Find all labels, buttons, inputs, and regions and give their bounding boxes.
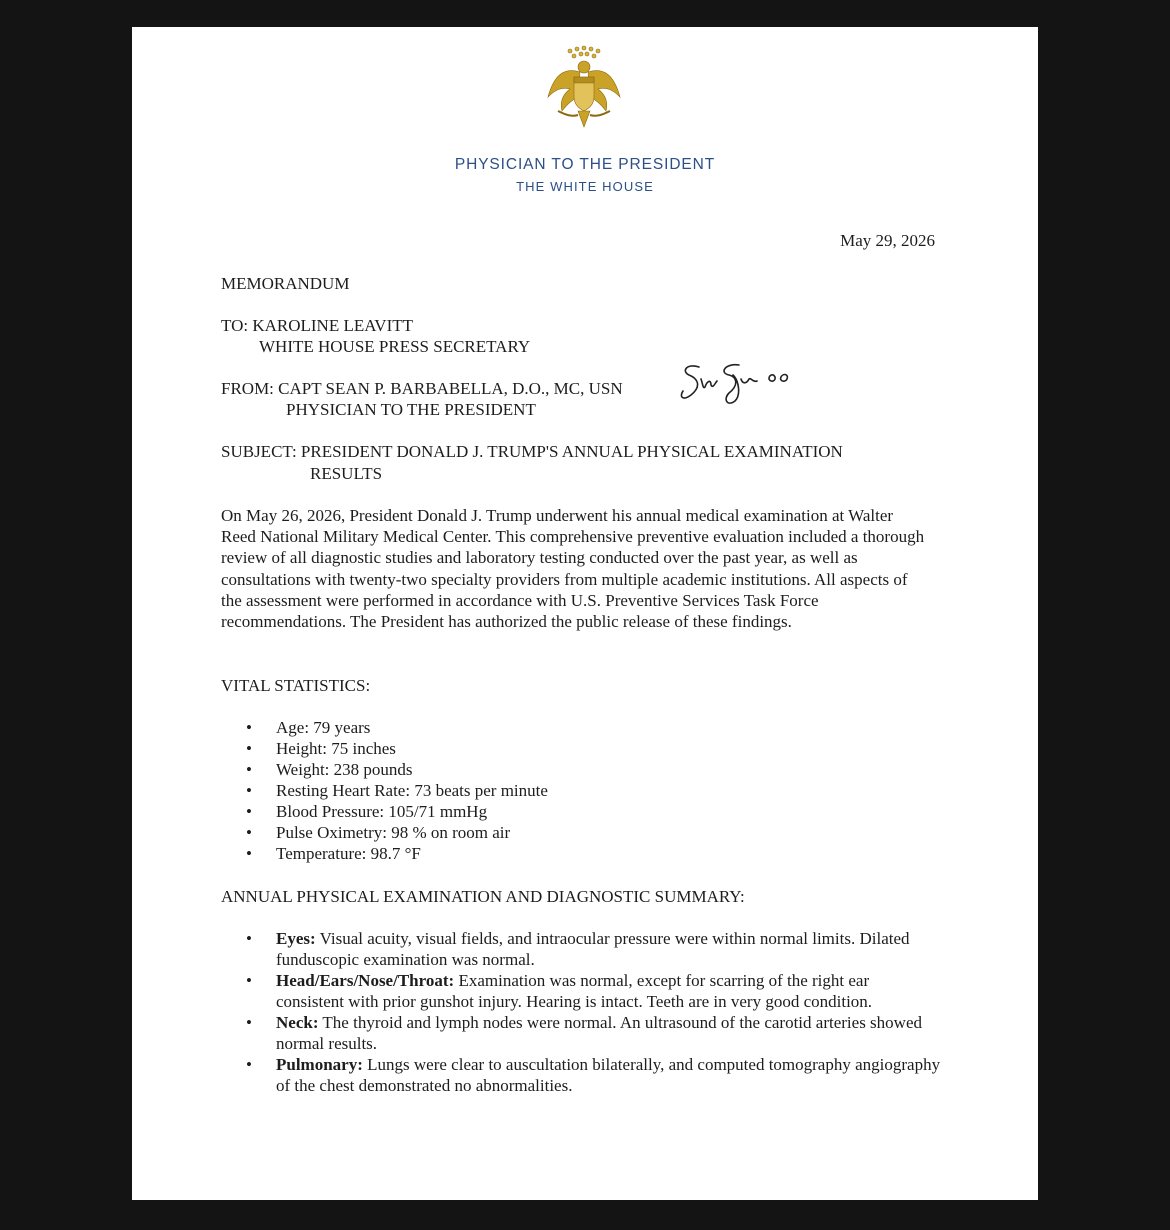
list-item — [221, 801, 548, 822]
vital-blood-pressure: Blood Pressure: 105/71 mmHg — [276, 802, 488, 821]
list-item — [221, 928, 941, 970]
exam-label-neck: Neck: — [276, 1013, 319, 1032]
vital-statistics-list — [221, 717, 548, 864]
exam-label-heent: Head/Ears/Nose/Throat: — [276, 971, 455, 990]
intro-paragraph: On May 26, 2026, President Donald J. Trump underwent his annual medical examination at Walter Reed National Military Medical Center. This comprehensive preventive evaluation included a thorough review of all diagnostic studies and laboratory testing conducted over the past year, as well as consultations with twenty-two specialty providers from multiple academic institutions. All aspects of the assessment were performed in accordance with U.S. Preventive Services Task Force recommendations. The President has authorized the public release of these findings. — [221, 506, 925, 632]
exam-label-pulmonary: Pulmonary: — [276, 1055, 363, 1074]
exam-text-neck: The thyroid and lymph nodes were normal. An ultrasound of the carotid arteries showed normal results. — [276, 1013, 922, 1053]
memo-label: MEMORANDUM — [221, 274, 350, 293]
list-item — [221, 759, 548, 780]
bullet-icon: • — [246, 823, 252, 842]
list-item — [221, 970, 941, 1012]
list-item — [221, 780, 548, 801]
vital-age: Age: 79 years — [276, 718, 371, 737]
from-title-line: PHYSICIAN TO THE PRESIDENT — [286, 400, 536, 419]
signature-icon — [677, 361, 802, 413]
list-item — [221, 822, 548, 843]
letterhead-title: PHYSICIAN TO THE PRESIDENT — [454, 156, 716, 173]
subject-line: SUBJECT: PRESIDENT DONALD J. TRUMP'S ANNUAL PHYSICAL EXAMINATION — [221, 442, 843, 461]
list-item — [221, 1012, 941, 1054]
vital-weight: Weight: 238 pounds — [276, 760, 413, 779]
memo-date: May 29, 2026 — [840, 231, 935, 250]
exam-text-eyes: Visual acuity, visual fields, and intraocular pressure were within normal limits. Dilated funduscopic examination was normal. — [276, 929, 910, 969]
letterhead-subtitle: THE WHITE HOUSE — [516, 179, 654, 194]
bullet-icon: • — [246, 929, 252, 948]
bullet-icon: • — [246, 739, 252, 758]
list-item — [221, 1054, 941, 1096]
bullet-icon: • — [246, 802, 252, 821]
exam-summary-heading: ANNUAL PHYSICAL EXAMINATION AND DIAGNOSTIC SUMMARY: — [221, 887, 745, 906]
bullet-icon: • — [246, 760, 252, 779]
exam-text-pulmonary: Lungs were clear to auscultation bilaterally, and computed tomography angiography of the chest demonstrated no abnormalities. — [276, 1055, 941, 1095]
memo-page — [132, 27, 1038, 1200]
bullet-icon: • — [246, 718, 252, 737]
vital-temperature: Temperature: 98.7 °F — [276, 844, 421, 863]
exam-text-heent: Examination was normal, except for scarring of the right ear consistent with prior gunshot injury. Hearing is intact. Teeth are in very good condition. — [276, 971, 873, 1011]
presidential-seal-icon — [544, 45, 624, 131]
bullet-icon: • — [246, 1055, 252, 1074]
to-title-line: WHITE HOUSE PRESS SECRETARY — [259, 337, 531, 356]
list-item — [221, 843, 548, 864]
vital-heart-rate: Resting Heart Rate: 73 beats per minute — [276, 781, 548, 800]
bullet-icon: • — [246, 1013, 252, 1032]
subject-continuation: RESULTS — [310, 464, 383, 483]
to-line: TO: KAROLINE LEAVITT — [221, 316, 414, 335]
bullet-icon: • — [246, 971, 252, 990]
bullet-icon: • — [246, 781, 252, 800]
vital-statistics-heading: VITAL STATISTICS: — [221, 676, 371, 695]
exam-label-eyes: Eyes: — [276, 929, 316, 948]
list-item — [221, 717, 548, 738]
vital-height: Height: 75 inches — [276, 739, 396, 758]
vital-pulse-oximetry: Pulse Oximetry: 98 % on room air — [276, 823, 511, 842]
exam-summary-list — [221, 928, 941, 1096]
list-item — [221, 738, 548, 759]
bullet-icon: • — [246, 844, 252, 863]
from-line: FROM: CAPT SEAN P. BARBABELLA, D.O., MC, USN — [221, 379, 623, 398]
